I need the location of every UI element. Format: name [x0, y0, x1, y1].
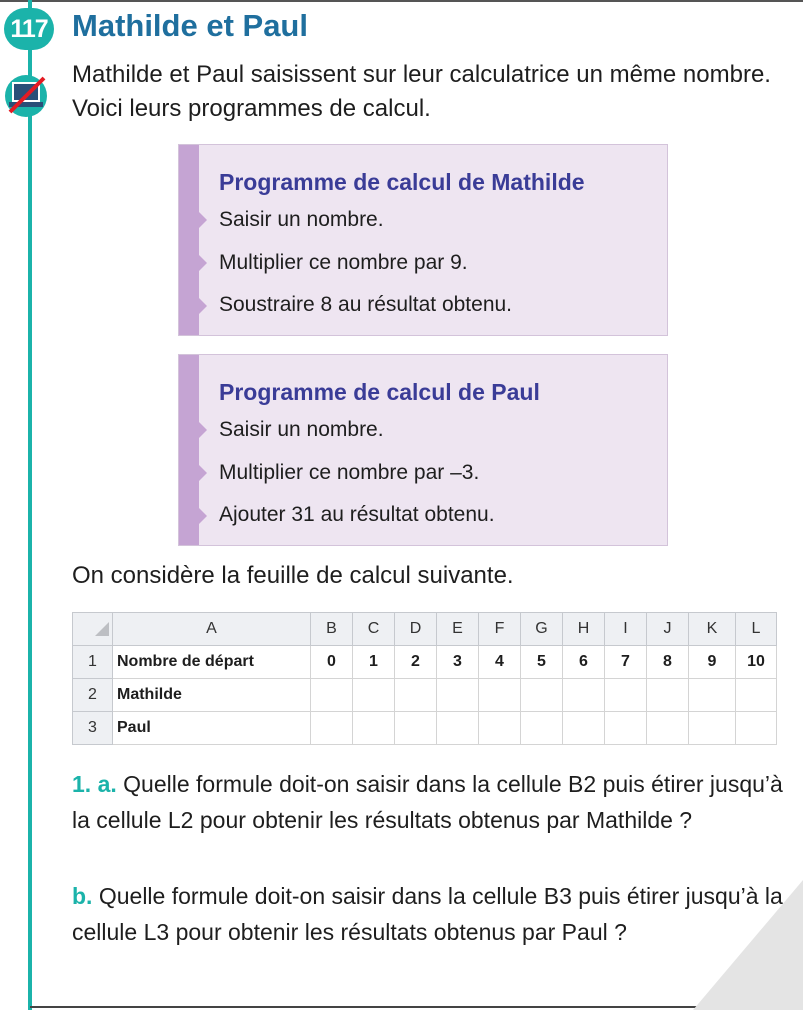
table-row	[73, 646, 777, 679]
program-title-paul: Programme de calcul de Paul	[219, 379, 540, 405]
program-title-mathilde: Programme de calcul de Mathilde	[219, 169, 585, 195]
cell[interactable]	[521, 712, 563, 745]
step-arrow-icon	[199, 422, 207, 438]
program-side-bar	[179, 355, 199, 545]
column-header[interactable]: K	[689, 613, 736, 646]
cell[interactable]: 4	[479, 646, 521, 679]
column-header[interactable]: F	[479, 613, 521, 646]
cell[interactable]	[311, 679, 353, 712]
exercise-number-badge: 117	[4, 8, 54, 50]
cell[interactable]	[647, 679, 689, 712]
cell[interactable]: 5	[521, 646, 563, 679]
column-header[interactable]: D	[395, 613, 437, 646]
cell[interactable]: 2	[395, 646, 437, 679]
column-header[interactable]: C	[353, 613, 395, 646]
cell[interactable]	[605, 712, 647, 745]
program-step: Soustraire 8 au résultat obtenu.	[219, 293, 513, 316]
question-b-text: Quelle formule doit-on saisir dans la cellule B3 puis étirer jusqu’à la cellule L3 pour obtenir les résultats obtenus par Paul ?	[72, 883, 783, 945]
program-step: Ajouter 31 au résultat obtenu.	[219, 503, 495, 526]
cell[interactable]	[563, 712, 605, 745]
cell-label[interactable]: Paul	[113, 712, 311, 745]
question-a-text: Quelle formule doit-on saisir dans la cellule B2 puis étirer jusqu’à la cellule L2 pour obtenir les résultats obtenus par Mathilde ?	[72, 771, 783, 833]
program-side-bar	[179, 145, 199, 335]
step-arrow-icon	[199, 465, 207, 481]
cell[interactable]: 7	[605, 646, 647, 679]
exercise-title: Mathilde et Paul	[72, 8, 308, 43]
question-a-number: 1. a.	[72, 771, 117, 797]
cell[interactable]	[521, 679, 563, 712]
question-a	[72, 766, 792, 838]
no-calculator-icon	[2, 72, 52, 118]
column-header-row	[73, 613, 777, 646]
cell[interactable]: 9	[689, 646, 736, 679]
question-b-number: b.	[72, 883, 93, 909]
step-arrow-icon	[199, 298, 207, 314]
cell[interactable]: 8	[647, 646, 689, 679]
step-arrow-icon	[199, 508, 207, 524]
program-step: Saisir un nombre.	[219, 418, 384, 441]
cell[interactable]	[311, 712, 353, 745]
select-all-corner[interactable]	[73, 613, 113, 646]
cell[interactable]	[736, 679, 777, 712]
spreadsheet-intro: On considère la feuille de calcul suivante.	[72, 562, 514, 589]
cell[interactable]	[479, 679, 521, 712]
cell-label[interactable]: Nombre de départ	[113, 646, 311, 679]
cell[interactable]: 3	[437, 646, 479, 679]
cell[interactable]	[353, 679, 395, 712]
cell[interactable]	[736, 712, 777, 745]
column-header[interactable]: E	[437, 613, 479, 646]
intro-text: Mathilde et Paul saisissent sur leur calculatrice un même nombre. Voici leurs programmes de calcul.	[72, 61, 771, 122]
step-arrow-icon	[199, 212, 207, 228]
cell-label[interactable]: Mathilde	[113, 679, 311, 712]
cell[interactable]	[479, 712, 521, 745]
row-header[interactable]: 1	[73, 646, 113, 679]
cell[interactable]: 10	[736, 646, 777, 679]
column-header[interactable]: J	[647, 613, 689, 646]
cell[interactable]	[395, 679, 437, 712]
program-box-mathilde	[178, 144, 668, 336]
cell[interactable]	[395, 712, 437, 745]
column-header[interactable]: G	[521, 613, 563, 646]
column-header[interactable]: H	[563, 613, 605, 646]
table-row	[73, 712, 777, 745]
program-step: Saisir un nombre.	[219, 208, 384, 231]
select-all-icon	[95, 622, 109, 636]
question-b	[72, 878, 792, 950]
cell[interactable]	[689, 712, 736, 745]
cell[interactable]	[563, 679, 605, 712]
cell[interactable]	[437, 679, 479, 712]
top-rule	[0, 0, 803, 2]
cell[interactable]: 0	[311, 646, 353, 679]
left-accent-bar	[28, 0, 32, 1010]
row-header[interactable]: 3	[73, 712, 113, 745]
column-header[interactable]: A	[113, 613, 311, 646]
column-header[interactable]: L	[736, 613, 777, 646]
program-box-paul	[178, 354, 668, 546]
cell[interactable]	[605, 679, 647, 712]
program-step: Multiplier ce nombre par –3.	[219, 461, 480, 484]
cell[interactable]: 1	[353, 646, 395, 679]
step-arrow-icon	[199, 255, 207, 271]
row-header[interactable]: 2	[73, 679, 113, 712]
program-step: Multiplier ce nombre par 9.	[219, 251, 468, 274]
column-header[interactable]: I	[605, 613, 647, 646]
cell[interactable]: 6	[563, 646, 605, 679]
cell[interactable]	[353, 712, 395, 745]
table-row	[73, 679, 777, 712]
cell[interactable]	[437, 712, 479, 745]
cell[interactable]	[689, 679, 736, 712]
cell[interactable]	[647, 712, 689, 745]
spreadsheet	[72, 612, 777, 745]
column-header[interactable]: B	[311, 613, 353, 646]
